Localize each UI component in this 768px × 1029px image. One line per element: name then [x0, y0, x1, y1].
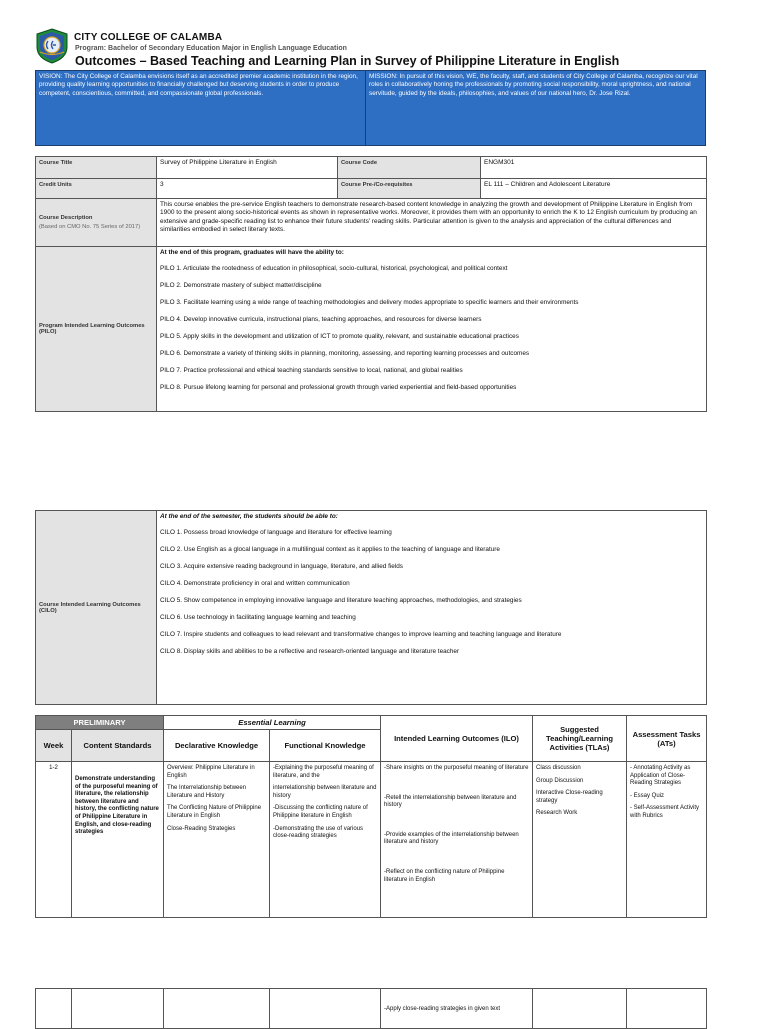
- functional-header: Functional Knowledge: [270, 730, 381, 762]
- tla-item: Research Work: [536, 810, 578, 817]
- ilo-item: -Share insights on the purposeful meaning of literature: [384, 765, 529, 771]
- course-code-label: Course Code: [338, 157, 481, 179]
- content-standards-header: Content Standards: [72, 730, 164, 762]
- week-cell: 1-2: [36, 762, 72, 918]
- declarative-header: Declarative Knowledge: [164, 730, 270, 762]
- course-title-value: Survey of Philippine Literature in English: [157, 157, 338, 179]
- pilo-item: PILO 8. Pursue lifelong learning for personal and professional growth through varied experiential and field-based opportunities: [160, 384, 517, 392]
- ilo-item: -Provide examples of the interrelationship between literature and history: [384, 831, 519, 846]
- tla-item: Class discussion: [536, 765, 581, 771]
- pilo-item: PILO 7. Practice professional and ethical teaching standards sensitive to local, national, and global realities: [160, 367, 463, 375]
- document-title: Outcomes – Based Teaching and Learning Plan in Survey of Philippine Literature in English: [75, 54, 620, 68]
- mission-text: MISSION: In pursuit of this vision, WE, the faculty, staff, and students of City College of Calamba, recognize our vital roles in collaboratively honing the professionals by promoting social responsibility, moral uprightness, and national servitude, guided by the ideals, philosophies, and values of our national hero, Dr. Jose Rizal.: [369, 73, 698, 97]
- assessment-item: - Annotating Activity as Application of Close-Reading Strategies: [630, 765, 691, 787]
- pilo-list: [157, 247, 707, 412]
- cilo-item: CILO 2. Use English as a glocal language in a multilingual context as it applies to the teaching of language and literature: [160, 546, 500, 554]
- prereq-label: Course Pre-/Co-requisites: [338, 179, 481, 199]
- ilo-continuation-cell: -Apply close-reading strategies in given text: [381, 989, 533, 1029]
- course-title-label: Course Title: [36, 157, 157, 179]
- vision-text: VISION: The City College of Calamba envisions itself as an accredited premier academic institution in the region, providing quality learning opportunities to financially challenged but deserving students in order to produce competent, conscientious, committed, and compassionate global professionals.: [36, 71, 366, 145]
- cilo-item: CILO 7. Inspire students and colleagues to lead relevant and transformative changes to improve learning and teaching language and literature: [160, 631, 562, 639]
- declarative-item: Overview: Philippine Literature in English: [167, 765, 255, 779]
- college-name: CITY COLLEGE OF CALAMBA: [74, 32, 223, 43]
- pilo-item: PILO 2. Demonstrate mastery of subject matter/discipline: [160, 282, 322, 290]
- pilo-intro: At the end of this program, graduates will have the ability to:: [160, 249, 344, 256]
- term-header: PRELIMINARY: [36, 716, 164, 730]
- vision-mission-banner: [35, 70, 706, 146]
- functional-item: interrelationship between literature and history: [273, 785, 377, 799]
- pilo-label: Program Intended Learning Outcomes (PILO): [36, 247, 157, 412]
- empty-cell: [533, 989, 627, 1029]
- week-header: Week: [36, 730, 72, 762]
- cilo-label: Course Intended Learning Outcomes (CILO): [36, 511, 157, 705]
- course-description-value: This course enables the pre-service English teachers to demonstrate research-based content knowledge in analyzing the growth and development of Philippine Literature in English from 1900 to the present along socio-historical events as shown in representative works. Moreover, it provides them with an opportunity to enrich the K to 12 English curriculum by producing an extensive and grade-specific reading list to enhance their future students' reading skills. Particular attention is given to the analysis and appreciation of the cultural differences and similarities embodied in select literary texts.: [157, 199, 707, 247]
- program-name: Program: Bachelor of Secondary Education Major in English Language Education: [75, 45, 347, 52]
- assessment-cell: [627, 762, 707, 918]
- cilo-item: CILO 6. Use technology in facilitating language learning and teaching: [160, 614, 356, 622]
- cilo-table: [35, 510, 707, 705]
- learning-plan-table: [35, 715, 707, 918]
- essential-learning-header: Essential Learning: [164, 716, 381, 730]
- tla-cell: [533, 762, 627, 918]
- empty-cell: [164, 989, 270, 1029]
- functional-item: -Explaining the purposeful meaning of literature, and the: [273, 765, 374, 779]
- tla-item: Group Discussion: [536, 777, 584, 784]
- college-logo: [34, 28, 70, 64]
- assessment-item: - Essay Quiz: [630, 792, 665, 799]
- pilo-item: PILO 6. Demonstrate a variety of thinking skills in planning, monitoring, assessing, and reporting learning processes and outcomes: [160, 350, 530, 358]
- cilo-item: CILO 8. Display skills and abilities to be a reflective and research-oriented language and literature teacher: [160, 648, 460, 656]
- course-description-label-text: Course Description: [39, 215, 93, 221]
- functional-item: -Demonstrating the use of various close-reading strategies: [273, 825, 364, 840]
- declarative-cell: [164, 762, 270, 918]
- assessment-item: - Self-Assessment Activity with Rubrics: [630, 805, 700, 819]
- cilo-list: [157, 511, 707, 705]
- pilo-item: PILO 4. Develop innovative curricula, instructional plans, teaching approaches, and resources for diverse learners: [160, 316, 482, 324]
- cilo-item: CILO 5. Show competence in employing innovative language and literature teaching approaches, methodologies, and strategies: [160, 597, 522, 605]
- declarative-item: Close-Reading Strategies: [167, 825, 236, 832]
- cilo-item: CILO 3. Acquire extensive reading background in language, literature, and allied fields: [160, 563, 403, 571]
- declarative-item: The Conflicting Nature of Philippine Literature in English: [167, 805, 262, 819]
- empty-cell: [627, 989, 707, 1029]
- pilo-item: PILO 5. Apply skills in the development and utilization of ICT to promote quality, relevant, and sustainable educational practices: [160, 333, 519, 341]
- empty-cell: [270, 989, 381, 1029]
- pilo-item: PILO 1. Articulate the rootedness of education in philosophical, socio-cultural, historical, psychological, and political context: [160, 265, 508, 273]
- pilo-item: PILO 3. Facilitate learning using a wide range of teaching methodologies and delivery modes appropriate to specific learners and their environments: [160, 299, 579, 307]
- course-description-note: (Based on CMO No. 75 Series of 2017): [39, 224, 141, 230]
- declarative-item: The Interrelationship between Literature and History: [167, 785, 247, 799]
- empty-cell: [36, 989, 72, 1029]
- credit-units-label: Credit Units: [36, 179, 157, 199]
- credit-units-value: 3: [157, 179, 338, 199]
- cilo-item: CILO 4. Demonstrate proficiency in oral and written communication: [160, 580, 350, 588]
- ilo-header: Intended Learning Outcomes (ILO): [381, 716, 533, 762]
- ilo-item: -Reflect on the conflicting nature of Philippine literature in English: [384, 868, 505, 883]
- ilo-cell: [381, 762, 533, 918]
- ilo-item: -Retell the interrelationship between literature and history: [384, 794, 517, 809]
- tla-header: Suggested Teaching/Learning Activities (TLAs): [533, 716, 627, 762]
- learning-plan-continuation: [35, 988, 707, 1029]
- tla-item: Interactive Close-reading strategy: [536, 790, 603, 804]
- prereq-value: EL 111 – Children and Adolescent Literature: [481, 179, 707, 199]
- functional-cell: [270, 762, 381, 918]
- cilo-item: CILO 1. Possess broad knowledge of language and literature for effective learning: [160, 529, 392, 537]
- empty-cell: [72, 989, 164, 1029]
- cilo-intro: At the end of the semester, the students should be able to:: [160, 513, 338, 520]
- functional-item: -Discussing the conflicting nature of Philippine literature in English: [273, 805, 368, 819]
- assessment-header: Assessment Tasks (ATs): [627, 716, 707, 762]
- course-info-table: [35, 156, 707, 412]
- course-description-label: [36, 199, 157, 247]
- course-code-value: ENGM301: [481, 157, 707, 179]
- content-standards-cell: Demonstrate understanding of the purposeful meaning of literature, the relationship between literature and history, the conflicting nature of Philippine Literature in English, and close-reading strategies: [72, 762, 164, 918]
